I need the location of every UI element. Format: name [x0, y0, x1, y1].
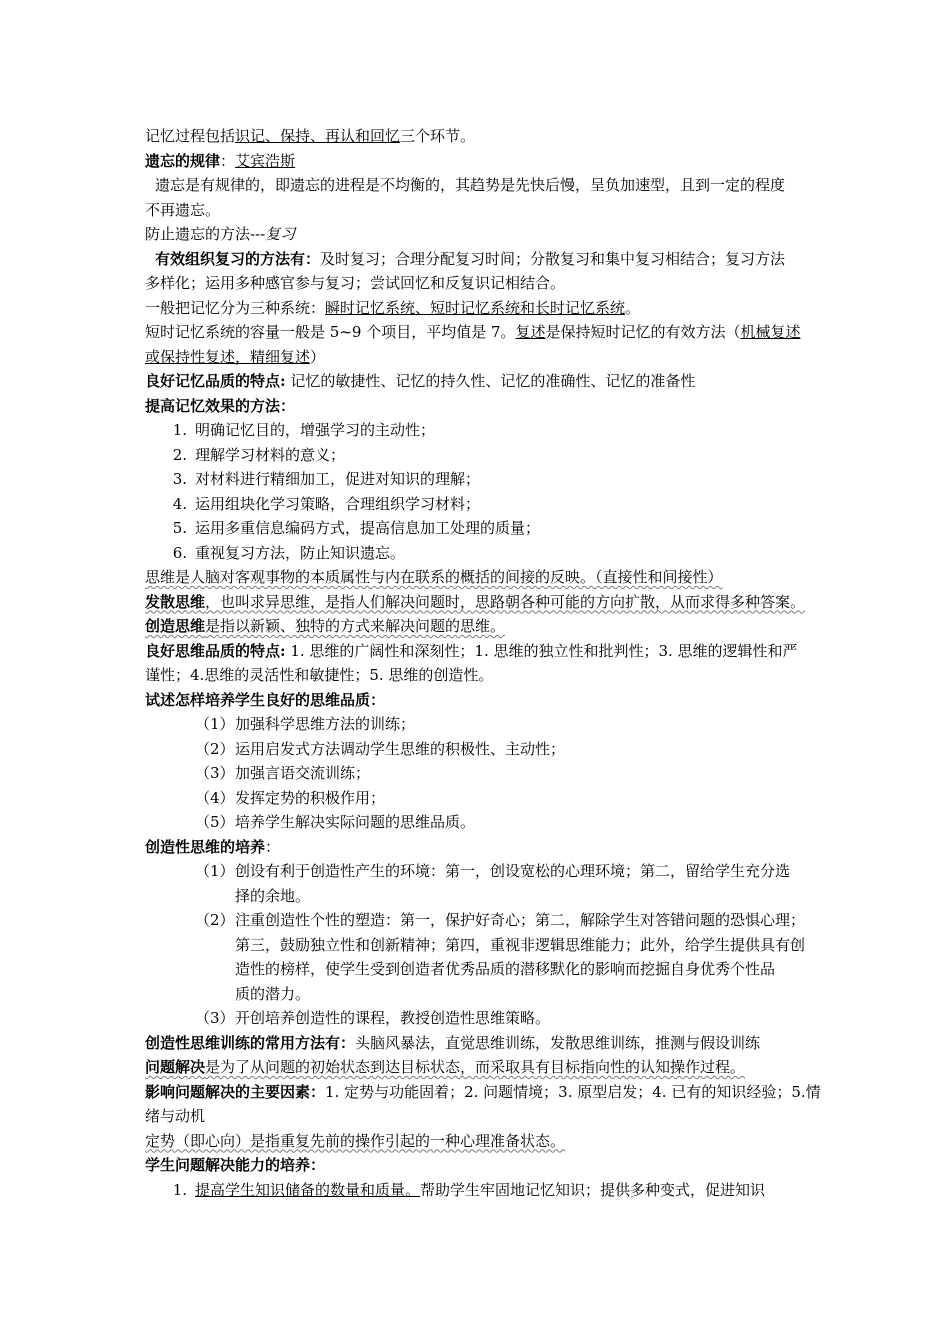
problem-solving-cultivation-heading: 学生问题解决能力的培养： [145, 1156, 326, 1174]
good-thinking-quality-line2: 谨性；4.思维的灵活性和敏捷性；5. 思维的创造性。 [145, 666, 494, 684]
cultivate-thinking-heading: 试述怎样培养学生良好的思维品质： [145, 690, 386, 709]
problem-solving-definition-line: 问题解决是为了从问题的初始状态到达目标状态，而采取具有目标指向性的认知操作过程。 [145, 1058, 746, 1076]
list-item: 1. 明确记忆目的，增强学习的主动性； [172, 421, 436, 439]
list-item: （5） 培养学生解决实际问题的思维品质。 [195, 813, 476, 831]
list-item: （1） 创设有利于创造性产生的环境：第一，创设宽松的心理环境；第二，留给学生充分选 择的余地。 [195, 862, 791, 905]
forgetting-law-heading: 遗忘的规律 [145, 151, 221, 170]
creative-cultivation-heading-line: 创造性思维的培养： [145, 837, 281, 856]
short-term-memory-line2: 或保持性复述，精细复述） [145, 347, 326, 366]
review-methods-heading: 有效组织复习的方法有： [155, 249, 321, 268]
forgetting-desc-line2: 不再遗忘。 [145, 200, 221, 219]
creative-training-heading: 创造性思维训练的常用方法有： [145, 1033, 356, 1052]
divergent-thinking-line: 发散思维，也叫求异思维，是指人们解决问题时，思路朝各种可能的方向扩散，从而求得多种答案。 [145, 592, 806, 611]
creative-list [145, 859, 855, 1031]
memory-process-line: 记忆过程包括识记、保持、再认和回忆三个环节。 [145, 127, 476, 145]
memory-systems-line: 一般把记忆分为三种系统：瞬时记忆系统、短时记忆系统和长时记忆系统。 [145, 298, 641, 317]
list-item: 5. 运用多重信息编码方式，提高信息加工处理的质量； [172, 519, 541, 537]
problem-factors-line1: 影响问题解决的主要因素：1. 定势与功能固着；2. 问题情境；3. 原型启发；4. 已有的知识经验；5.情 [145, 1082, 821, 1101]
creative-cultivation-heading: 创造性思维的培养 [145, 837, 266, 856]
list-item: （1） 加强科学思维方法的训练； [195, 715, 416, 733]
thinking-list [145, 712, 855, 835]
problem-factors-line2: 绪与动机 [145, 1107, 206, 1125]
list-item: （2） 注重创造性个性的塑造：第一，保护好奇心；第二，解除学生对答错问题的恐惧心理； 第三，鼓励独立性和创新精神；第四，重视非逻辑思维能力；此外，给学生提供具有创 造性的榜样，使学生受到创造者优秀品质的潜移默化的影响而挖掘自身优秀个性品 质的潜力。 [195, 911, 806, 1003]
good-thinking-quality-heading: 良好思维品质的特点: [145, 641, 286, 660]
good-memory-quality-line: 良好记忆品质的特点: 记忆的敏捷性、记忆的持久性、记忆的准确性、记忆的准备性 [145, 372, 696, 390]
list-item: （2） 运用启发式方法调动学生思维的积极性、主动性； [195, 739, 566, 758]
list-item: 1. 提高学生知识储备的数量和质量。 帮助学生牢固地记忆知识；提供多种变式，促进知识 [172, 1180, 766, 1199]
review-methods-line1: 有效组织复习的方法有：及时复习；合理分配复习时间；分散复习和集中复习相结合；复习方法 [155, 249, 786, 268]
list-item: 3. 对材料进行精细加工，促进对知识的理解； [172, 470, 481, 488]
document-page [145, 124, 855, 1202]
prevent-forgetting-line: 防止遗忘的方法---复习 [145, 225, 296, 243]
list-item: （3） 开创培养创造性的课程，教授创造性思维策略。 [195, 1009, 551, 1027]
thinking-definition-line: 思维是人脑对客观事物的本质属性与内在联系的概括的间接的反映。（直接性和间接性） [145, 568, 723, 586]
short-term-memory-line1: 短时记忆系统的容量一般是 5~9 个项目，平均值是 7。复述是保持短时记忆的有效方法（机械复述 [145, 323, 801, 341]
creative-thinking-line: 创造思维是指以新颖、独特的方式来解决问题的思维。 [145, 617, 506, 635]
good-thinking-quality-line1: 良好思维品质的特点: 1. 思维的广阔性和深刻性；1. 思维的独立性和批判性；3. 思维的逻辑性和严 [145, 641, 798, 660]
list-item: （4） 发挥定势的积极作用； [195, 788, 386, 807]
good-memory-quality-heading: 良好记忆品质的特点: [145, 372, 286, 390]
list-item: （3） 加强言语交流训练； [195, 764, 371, 782]
ebbinghaus-text: 艾宾浩斯 [235, 151, 296, 170]
memory-systems-list: 瞬时记忆系统、短时记忆系统和长时记忆系统 [325, 298, 626, 317]
creative-training-line: 创造性思维训练的常用方法有：头脑风暴法，直觉思维训练，发散思维训练，推测与假设训练 [145, 1033, 761, 1052]
memory-stages: 识记、保持、再认和回忆 [235, 127, 401, 145]
improve-memory-heading: 提高记忆效果的方法： [145, 396, 296, 415]
forgetting-law-line: 遗忘的规律：艾宾浩斯 [145, 151, 296, 170]
list-item: 4. 运用组块化学习策略，合理组织学习材料； [172, 494, 481, 513]
problem-solving-term: 问题解决 [145, 1058, 206, 1076]
set-definition-line: 定势（即心向）是指重复先前的操作引起的一种心理准备状态。 [145, 1131, 566, 1150]
review-methods-line2: 多样化；运用多种感官参与复习；尝试回忆和反复识记相结合。 [145, 274, 566, 292]
forgetting-desc-line1: 遗忘是有规律的，即遗忘的进程是不均衡的，其趋势是先快后慢，呈负加速型，且到一定的程度 [155, 176, 786, 194]
list-item: 2. 理解学习材料的意义； [172, 445, 346, 464]
creative-thinking-term: 创造思维 [145, 617, 206, 635]
memory-methods-list [145, 418, 855, 565]
problem-factors-heading: 影响问题解决的主要因素： [145, 1082, 326, 1101]
list-item: 6. 重视复习方法，防止知识遗忘。 [172, 543, 406, 562]
divergent-thinking-term: 发散思维 [145, 592, 206, 611]
